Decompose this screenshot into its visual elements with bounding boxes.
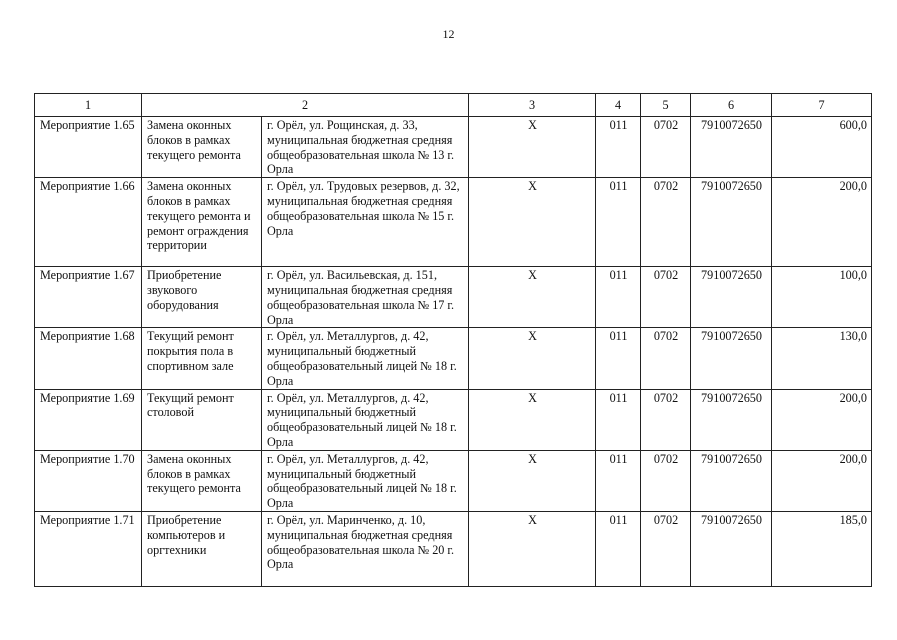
col4-value: 011 [596,178,641,267]
event-address: г. Орёл, ул. Металлургов, д. 42, муниципальный бюджетный общеобразовательный лицей № 18 г. Орла [262,328,469,389]
amount-value: 100,0 [772,267,872,328]
event-name: Замена оконных блоков в рамках текущего ремонта [142,117,262,178]
col4-value: 011 [596,511,641,586]
col3-value: Х [469,511,596,586]
col6-value: 7910072650 [691,178,772,267]
event-name: Замена оконных блоков в рамках текущего ремонта [142,450,262,511]
col3-value: Х [469,389,596,450]
header-cell-5: 5 [641,94,691,117]
col6-value: 7910072650 [691,511,772,586]
col6-value: 7910072650 [691,267,772,328]
amount-value: 200,0 [772,450,872,511]
event-address: г. Орёл, ул. Маринченко, д. 10, муниципальная бюджетная средняя общеобразовательная школа № 20 г. Орла [262,511,469,586]
amount-value: 200,0 [772,178,872,267]
col5-value: 0702 [641,389,691,450]
event-id: Мероприятие 1.69 [35,389,142,450]
col5-value: 0702 [641,511,691,586]
event-address: г. Орёл, ул. Металлургов, д. 42, муниципальный бюджетный общеобразовательный лицей № 18 г. Орла [262,389,469,450]
event-id: Мероприятие 1.70 [35,450,142,511]
col5-value: 0702 [641,178,691,267]
header-cell-6: 6 [691,94,772,117]
table-row [35,389,872,450]
event-name: Приобретение компьютеров и оргтехники [142,511,262,586]
event-name: Приобретение звукового оборудования [142,267,262,328]
col3-value: Х [469,178,596,267]
col6-value: 7910072650 [691,450,772,511]
amount-value: 600,0 [772,117,872,178]
budget-table [34,93,872,587]
col4-value: 011 [596,117,641,178]
table-row [35,328,872,389]
col3-value: Х [469,450,596,511]
header-cell-4: 4 [596,94,641,117]
amount-value: 200,0 [772,389,872,450]
event-id: Мероприятие 1.66 [35,178,142,267]
header-row [35,94,872,117]
col4-value: 011 [596,267,641,328]
table-row [35,267,872,328]
col3-value: Х [469,267,596,328]
table-row [35,117,872,178]
col3-value: Х [469,328,596,389]
header-cell-2: 2 [142,94,469,117]
col5-value: 0702 [641,267,691,328]
event-address: г. Орёл, ул. Рощинская, д. 33, муниципальная бюджетная средняя общеобразовательная школа № 13 г. Орла [262,117,469,178]
event-address: г. Орёл, ул. Васильевская, д. 151, муниципальная бюджетная средняя общеобразовательная школа № 17 г. Орла [262,267,469,328]
event-id: Мероприятие 1.65 [35,117,142,178]
amount-value: 185,0 [772,511,872,586]
event-name: Текущий ремонт столовой [142,389,262,450]
table-body [35,94,872,587]
col4-value: 011 [596,389,641,450]
col6-value: 7910072650 [691,117,772,178]
col3-value: Х [469,117,596,178]
col5-value: 0702 [641,450,691,511]
col4-value: 011 [596,328,641,389]
event-address: г. Орёл, ул. Металлургов, д. 42, муниципальный бюджетный общеобразовательный лицей № 18 г. Орла [262,450,469,511]
event-address: г. Орёл, ул. Трудовых резервов, д. 32, муниципальная бюджетная средняя общеобразовательная школа № 15 г. Орла [262,178,469,267]
col4-value: 011 [596,450,641,511]
header-cell-7: 7 [772,94,872,117]
table-row [35,450,872,511]
event-id: Мероприятие 1.71 [35,511,142,586]
amount-value: 130,0 [772,328,872,389]
event-id: Мероприятие 1.68 [35,328,142,389]
table-row [35,178,872,267]
col5-value: 0702 [641,328,691,389]
event-name: Замена оконных блоков в рамках текущего ремонта и ремонт ограждения территории [142,178,262,267]
table-row [35,511,872,586]
event-name: Текущий ремонт покрытия пола в спортивном зале [142,328,262,389]
col5-value: 0702 [641,117,691,178]
col6-value: 7910072650 [691,389,772,450]
header-cell-1: 1 [35,94,142,117]
col6-value: 7910072650 [691,328,772,389]
header-cell-3: 3 [469,94,596,117]
page-number: 12 [442,27,455,41]
event-id: Мероприятие 1.67 [35,267,142,328]
